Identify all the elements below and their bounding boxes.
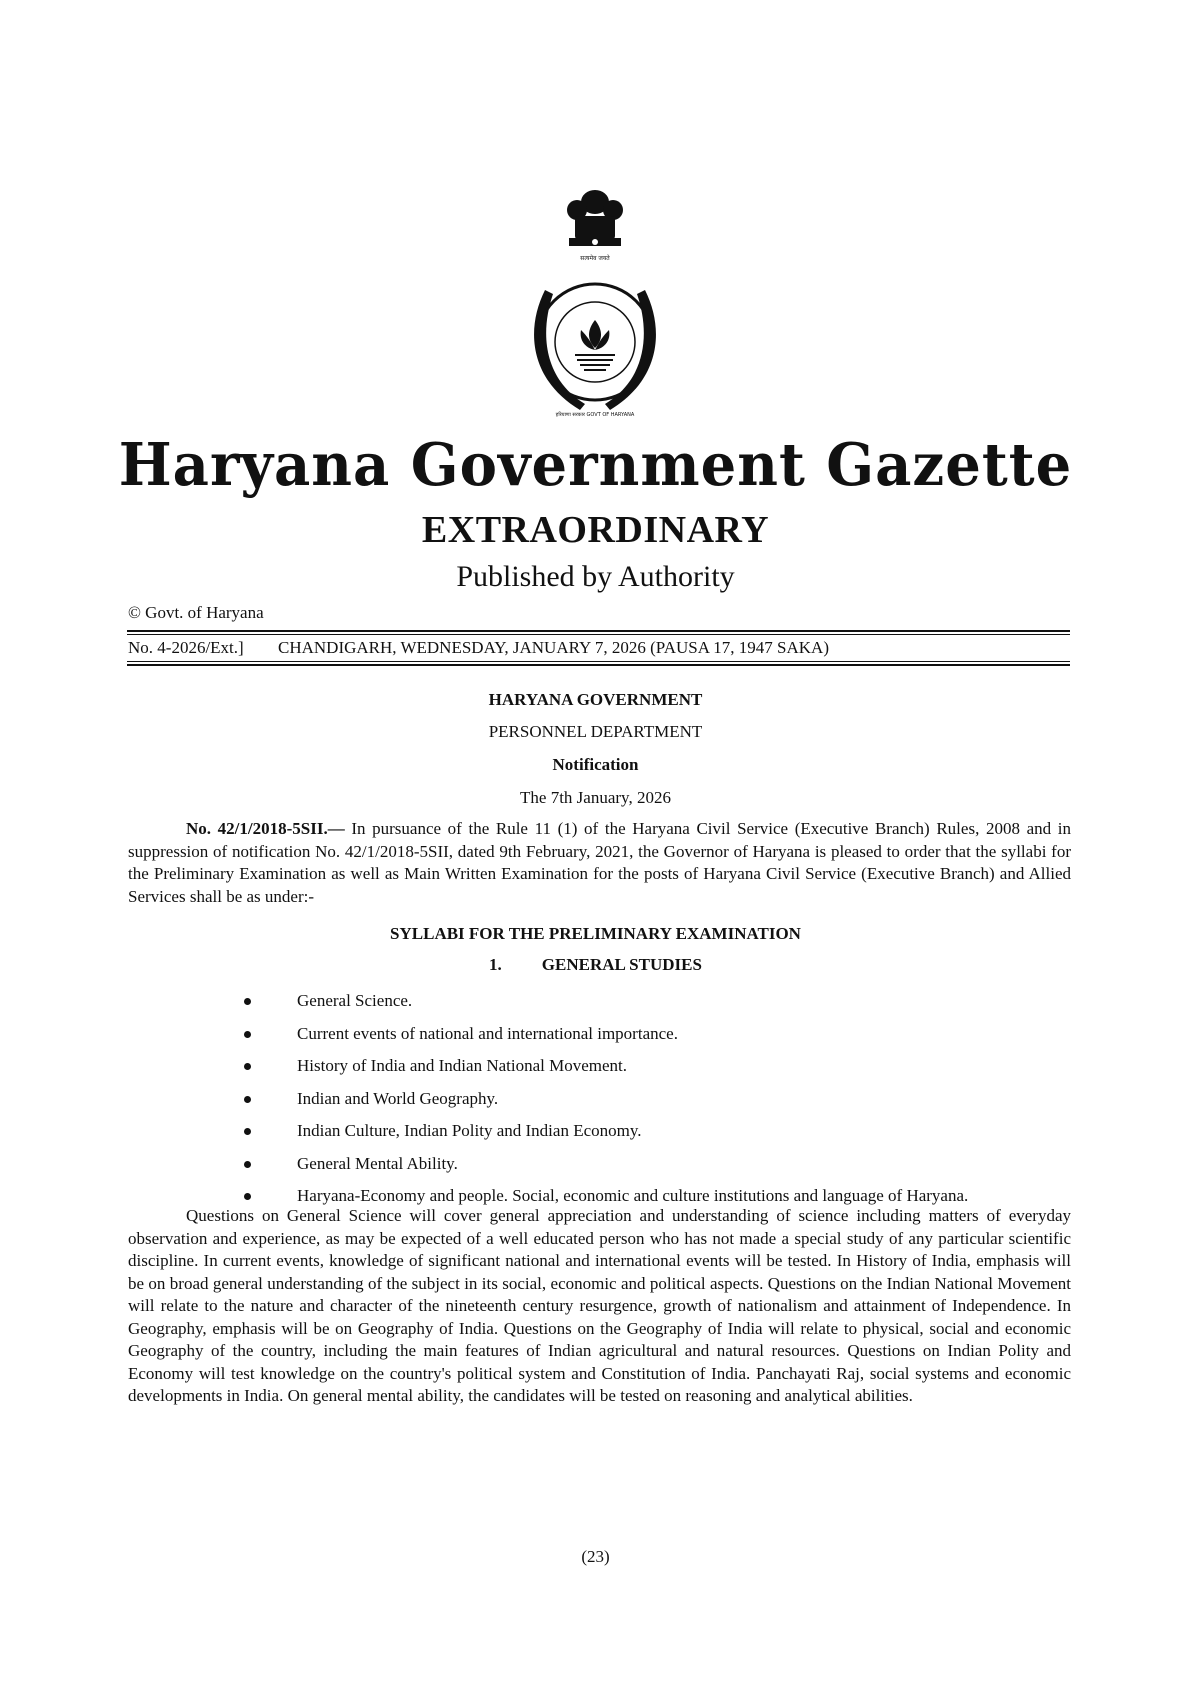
list-item: History of India and Indian National Movement. — [244, 1055, 1072, 1078]
emblem-ring-text: हरियाणा सरकार GOVT OF HARYANA — [555, 412, 635, 418]
notification-number: No. 42/1/2018-5SII.— — [186, 819, 345, 838]
bullet-icon — [244, 1128, 251, 1135]
notification-intro — [128, 818, 1071, 908]
list-item: Indian Culture, Indian Polity and Indian Economy. — [244, 1120, 1072, 1143]
topic-list — [244, 990, 1072, 1218]
dateline-text: CHANDIGARH, WEDNESDAY, JANUARY 7, 2026 (PAUSA 17, 1947 SAKA) — [278, 638, 829, 657]
section-number: 1. — [489, 955, 502, 974]
notification-intro-text: In pursuance of the Rule 11 (1) of the Haryana Civil Service (Executive Branch) Rules, 2008 and in suppression of notification No. 42/1/2018-5SII, dated 9th February, 2021, the Governor of Haryana is pleased to order that the syllabi for the Preliminary Examination as well as Main Written Examination for the posts of Haryana Civil Service (Executive Branch) and Allied Services shall be as under:- — [128, 819, 1071, 906]
section-heading — [0, 955, 1191, 975]
copyright-notice: © Govt. of Haryana — [128, 603, 264, 622]
list-item: Indian and World Geography. — [244, 1088, 1072, 1111]
list-item: General Science. — [244, 990, 1072, 1013]
government-heading: HARYANA GOVERNMENT — [488, 690, 703, 709]
notification-heading: Notification — [552, 755, 639, 774]
bullet-icon — [244, 1031, 251, 1038]
emblem-motto-top: सत्यमेव जयते — [580, 255, 610, 262]
bullet-icon — [244, 998, 251, 1005]
divider — [127, 661, 1070, 662]
edition-label: EXTRAORDINARY — [421, 509, 770, 551]
divider — [127, 664, 1070, 666]
syllabus-description: Questions on General Science will cover general appreciation and understanding of science including matters of everyday observation and experience, as may be expected of a well educated person who has not made a special study of any particular scientific discipline. In current events, knowledge of significant national and international events will be tested. In History of India, emphasis will be on broad general understanding of the subject in its social, economic and political aspects. Questions on the Indian National Movement will relate to the nature and character of the nineteenth century resurgence, growth of nationalism and attainment of Independence. In Geography, emphasis will be on Geography of India. Questions on the Geography of India will relate to physical, social and economic Geography of the country, including the main features of Indian agricultural and natural resources. Questions on Indian Polity and Economy will test knowledge on the country's political system and Constitution of India. Panchayati Raj, social systems and economic developments in India. On general mental ability, the candidates will be tested on reasoning and analytical abilities. — [128, 1206, 1071, 1405]
haryana-emblem-icon — [505, 180, 685, 420]
section-title: GENERAL STUDIES — [541, 955, 702, 974]
masthead-title: Haryana Government Gazette — [118, 430, 1073, 500]
bullet-icon — [244, 1193, 251, 1200]
department-heading: PERSONNEL DEPARTMENT — [488, 722, 703, 741]
page-number: (23) — [581, 1547, 610, 1566]
issue-number: No. 4-2026/Ext.] — [128, 638, 244, 657]
list-item: Current events of national and international importance. — [244, 1023, 1072, 1046]
notification-date: The 7th January, 2026 — [520, 788, 671, 807]
divider — [127, 630, 1070, 632]
bullet-icon — [244, 1161, 251, 1168]
divider — [127, 634, 1070, 635]
list-item: Haryana-Economy and people. Social, economic and culture institutions and language of Haryana. — [244, 1185, 1072, 1208]
bullet-icon — [244, 1063, 251, 1070]
bullet-icon — [244, 1096, 251, 1103]
published-by: Published by Authority — [456, 560, 735, 593]
list-item: General Mental Ability. — [244, 1153, 1072, 1176]
dateline — [128, 638, 829, 658]
syllabus-heading: SYLLABI FOR THE PRELIMINARY EXAMINATION — [390, 924, 801, 943]
